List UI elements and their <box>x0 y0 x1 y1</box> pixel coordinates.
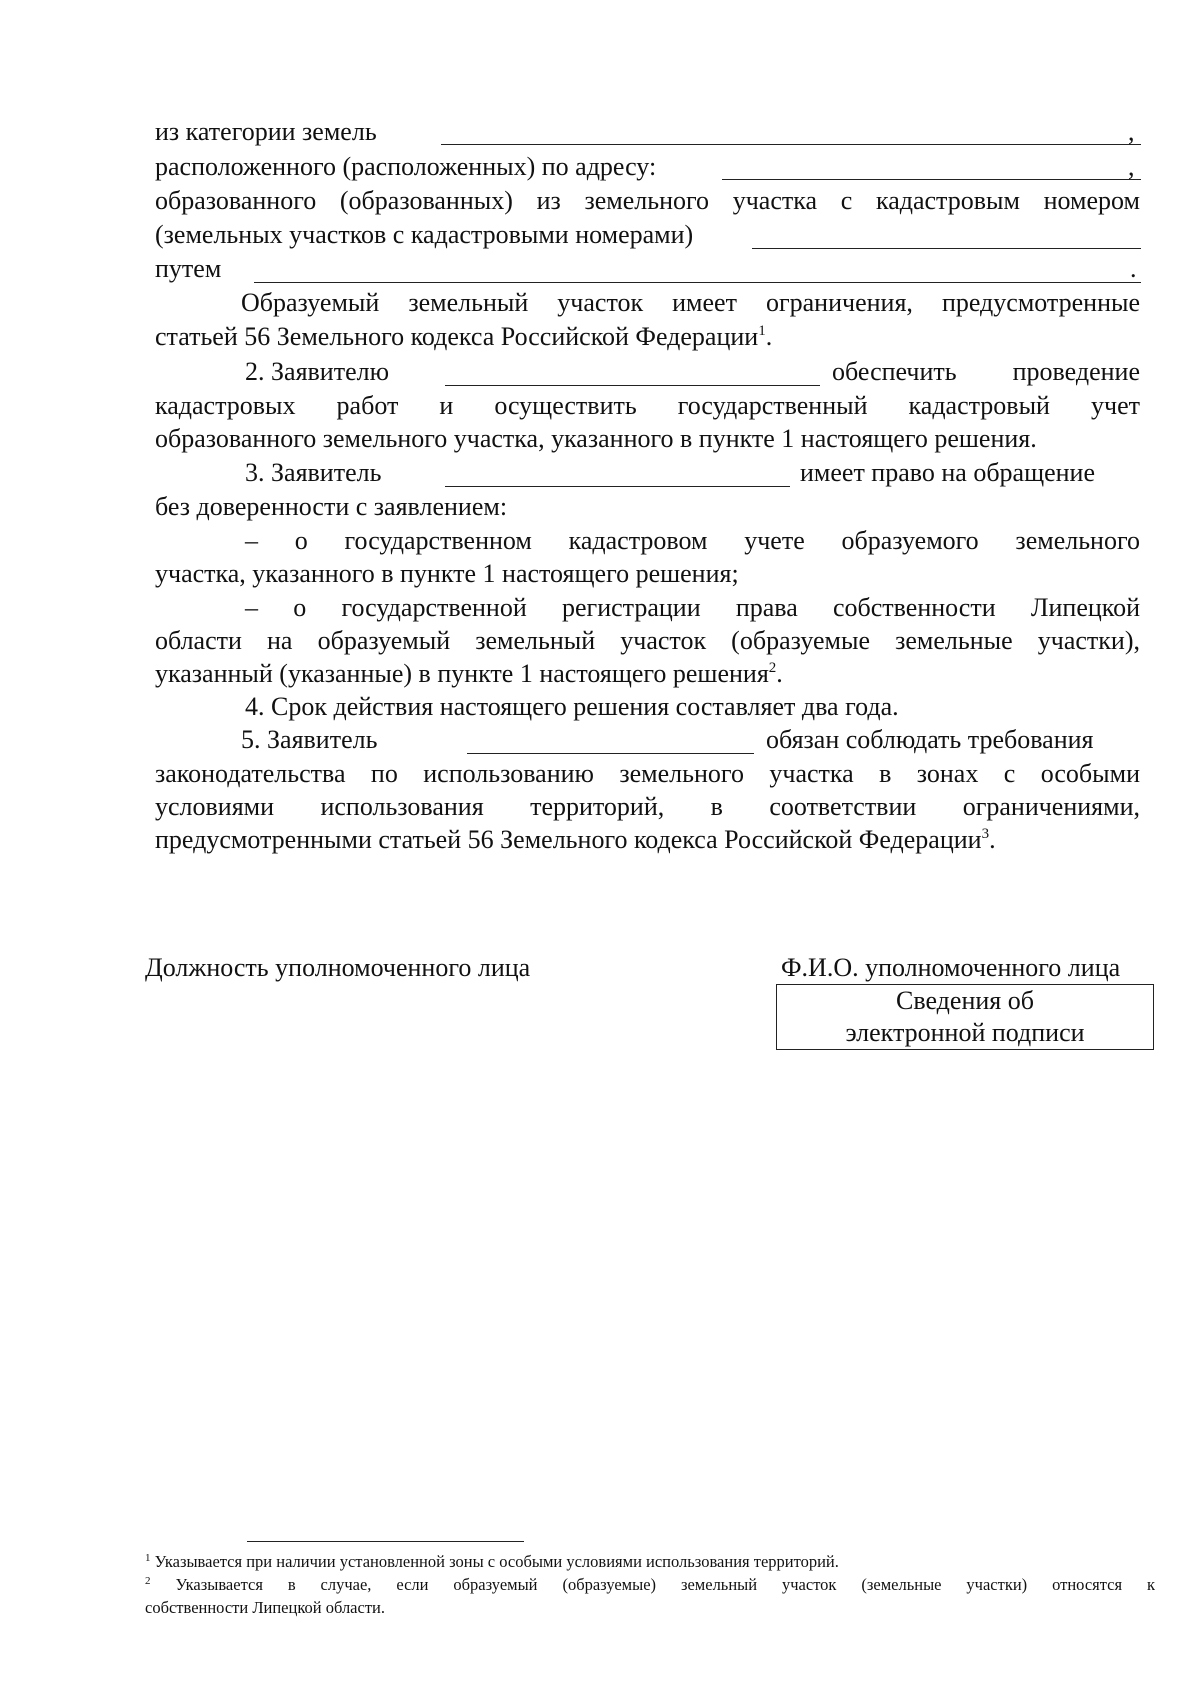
bullet-2-line-2: области на образуемый земельный участок (образуемые земельные участки), <box>155 626 1140 655</box>
item-3-right-text: имеет право на обращение <box>800 458 1096 487</box>
footnote-ref-1: 1 <box>758 323 766 339</box>
land-category-comma: , <box>1128 117 1135 146</box>
footnote-1: $^1$ Указывается при наличии установленной зоны с особыми условиями использования территорий. <box>145 1552 839 1571</box>
method-period: . <box>1130 254 1137 283</box>
land-category-field[interactable] <box>441 144 1141 145</box>
e-signature-line-1: Сведения об <box>896 986 1034 1015</box>
item-2-label: 2. Заявителю <box>245 357 390 386</box>
footnote-2-line-1: $^2$ Указывается в случае, если образуемый (образуемые) земельный участок (земельные участки) относятся к <box>145 1575 1156 1594</box>
position-label: Должность уполномоченного лица <box>145 953 531 982</box>
restriction-line-2: статьей 56 Земельного кодекса Российской Федерации$^1$. <box>155 322 773 351</box>
item-5-applicant-field[interactable] <box>467 753 754 754</box>
item-3-line-2: без доверенности с заявлением: <box>155 492 508 521</box>
item-2-right-text: обеспечить проведение <box>832 357 1140 386</box>
cadastral-numbers-field[interactable] <box>752 248 1141 249</box>
address-label: расположенного (расположенных) по адресу: <box>155 152 657 181</box>
bullet-1-line-1: – о государственном кадастровом учете образуемого земельного <box>245 526 1140 555</box>
land-category-label: из категории земель <box>155 117 377 146</box>
method-label: путем <box>155 254 222 283</box>
footnote-ref-2: 2 <box>768 660 777 676</box>
item-2-line-2: кадастровых работ и осуществить государственный кадастровый учет <box>155 391 1140 420</box>
item-5-right-text: обязан соблюдать требования <box>766 725 1094 754</box>
bullet-2-line-3: указанный (указанные) в пункте 1 настоящего решения$^2$. <box>155 659 783 688</box>
cadastral-numbers-label: (земельных участков с кадастровыми номерами) <box>155 220 694 249</box>
method-field[interactable] <box>254 282 1141 283</box>
item-5-line-3: условиями использования территорий, в соответствии ограничениями, <box>155 792 1140 821</box>
bullet-2-line-1: – о государственной регистрации права собственности Липецкой <box>245 593 1140 622</box>
item-4: 4. Срок действия настоящего решения составляет два года. <box>245 692 899 721</box>
footnote-2-line-2: собственности Липецкой области. <box>145 1598 385 1617</box>
item-2-applicant-field[interactable] <box>445 385 820 386</box>
item-5-label: 5. Заявитель <box>241 725 378 754</box>
e-signature-box <box>776 984 1154 1050</box>
address-field[interactable] <box>722 179 1141 180</box>
footnote-separator <box>247 1541 524 1542</box>
bullet-1-line-2: участка, указанного в пункте 1 настоящего решения; <box>155 559 739 588</box>
name-label: Ф.И.О. уполномоченного лица <box>781 953 1121 982</box>
restriction-line-1: Образуемый земельный участок имеет ограничения, предусмотренные <box>241 288 1140 317</box>
address-comma: , <box>1128 152 1135 181</box>
item-5-line-4: предусмотренными статьей 56 Земельного кодекса Российской Федерации$^3$. <box>155 825 996 854</box>
e-signature-line-2: электронной подписи <box>845 1018 1085 1047</box>
item-3-label: 3. Заявитель <box>245 458 382 487</box>
footnote-ref-3: 3 <box>981 826 990 842</box>
item-2-line-3: образованного земельного участка, указанного в пункте 1 настоящего решения. <box>155 424 1037 453</box>
formed-from-line: образованного (образованных) из земельного участка с кадастровым номером <box>155 186 1140 215</box>
item-5-line-2: законодательства по использованию земельного участка в зонах с особыми <box>155 759 1140 788</box>
item-3-applicant-field[interactable] <box>445 486 790 487</box>
